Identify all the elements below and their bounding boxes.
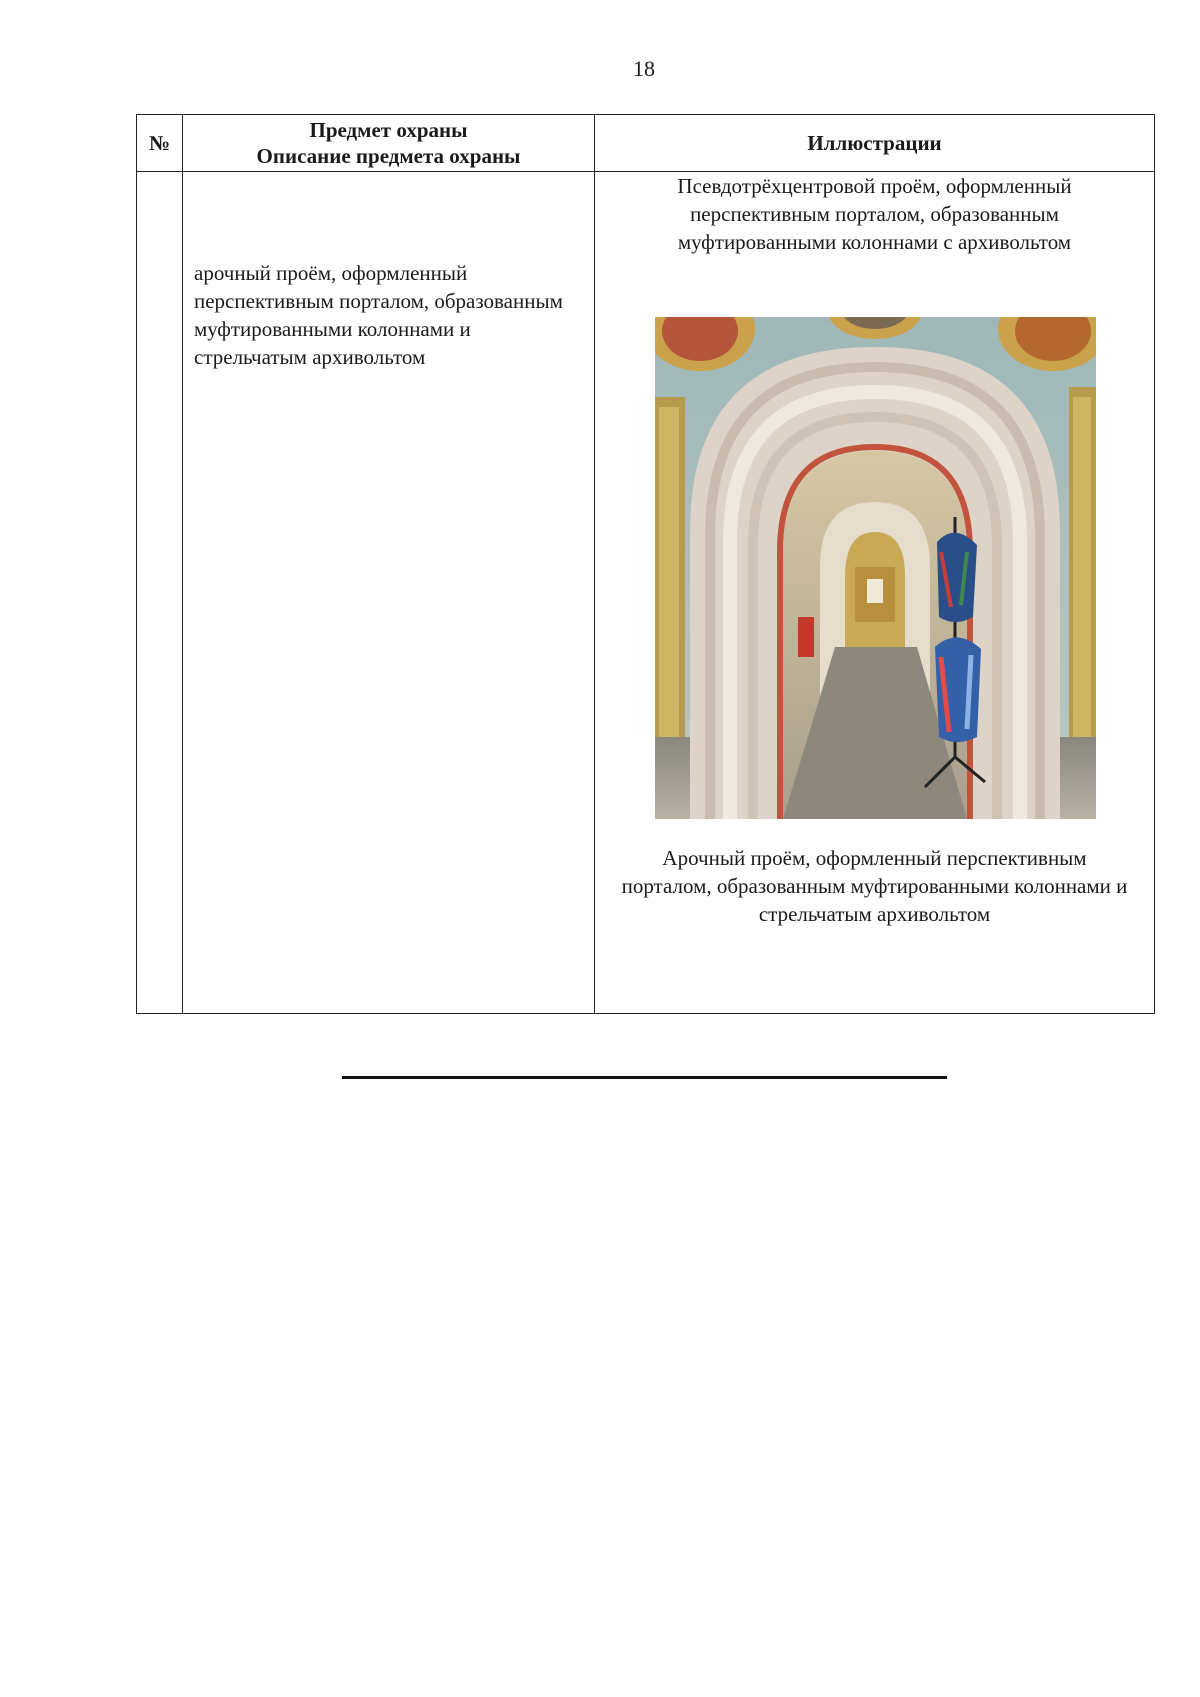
header-subject-label: Предмет охраны (309, 118, 468, 142)
row-description-text: арочный проём, оформленный перспективным порталом, образованным муфтированными колоннами и стрельчатым архивольтом (194, 261, 563, 369)
illustration-caption-top: Псевдотрёхцентровой проём, оформленный перспективным порталом, образованным муфтированными колоннами с архивольтом (677, 174, 1072, 254)
header-illustrations: Иллюстрации (595, 115, 1155, 172)
page-number: 18 (633, 56, 655, 81)
header-description-label: Описание предмета охраны (256, 144, 521, 168)
table-header-row (137, 115, 1155, 172)
church-portal-photo (655, 317, 1096, 819)
row-illustration-cell (595, 172, 1155, 1014)
protection-table (136, 114, 1155, 1014)
header-description (183, 115, 595, 172)
end-of-section-rule (342, 1076, 947, 1079)
header-num: № (137, 115, 183, 172)
row-description-cell (183, 172, 595, 1014)
illustration-caption-bottom: Арочный проём, оформленный перспективным порталом, образованным муфтированными колоннами и стрельчатым архивольтом (621, 846, 1128, 926)
table-row (137, 172, 1155, 1014)
portal-photo-drawing (655, 317, 1096, 819)
row-num-cell (137, 172, 183, 1014)
